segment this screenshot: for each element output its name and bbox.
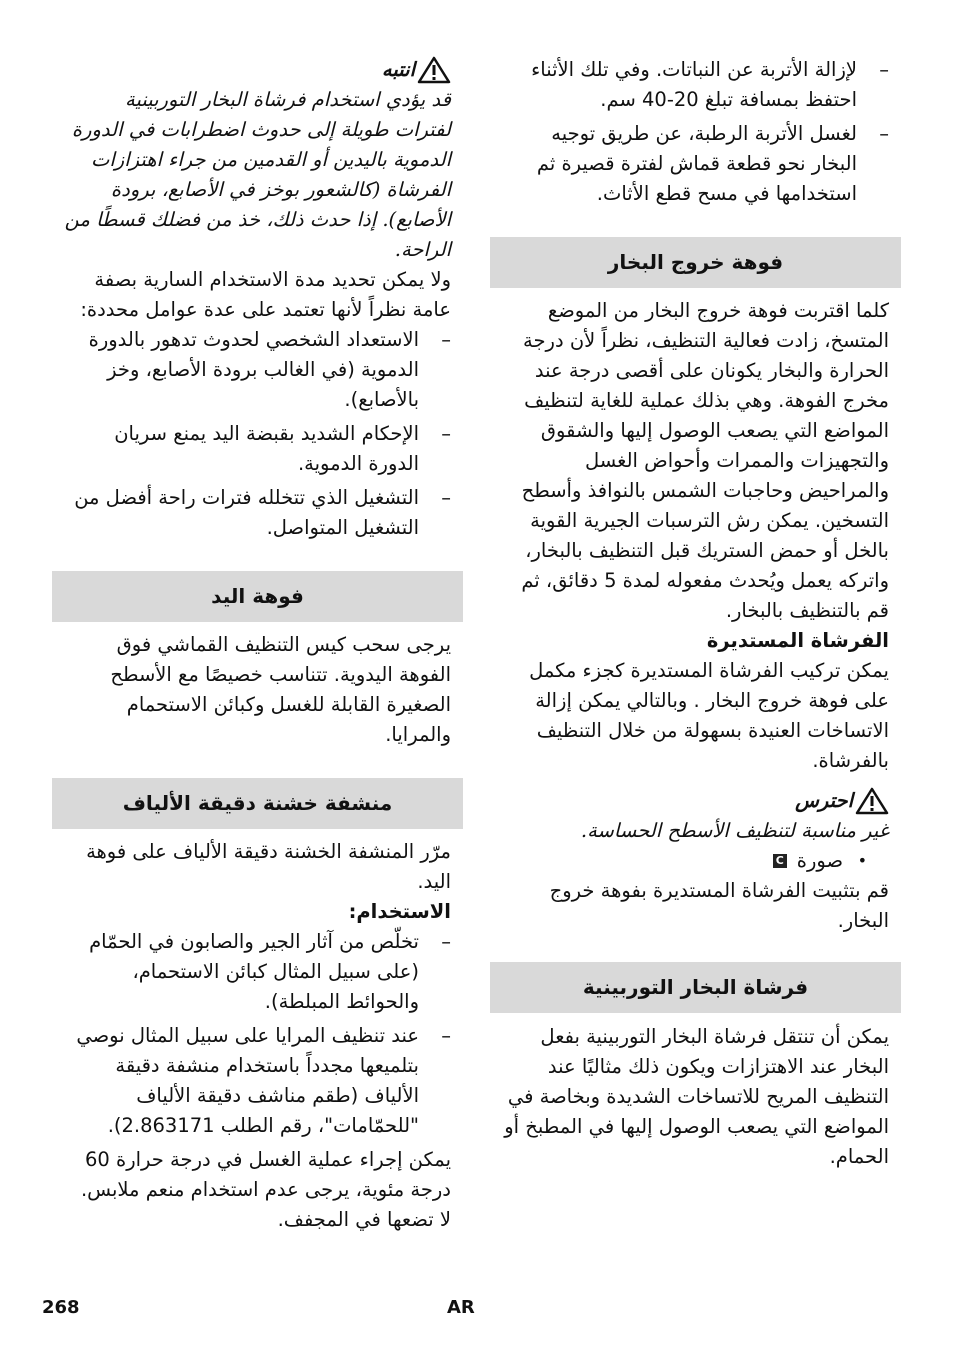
- list-dash: –: [441, 422, 451, 445]
- steam-nozzle-text: كلما اقتربت فوهة خروج البخار من الموضع المتسخ، زادت فعالية التنظيف، نظراً لأن درجة الحرارة والبخار يكونان على أقصى درجة عند مخرج الفوهة. وهي بذلك عملية للغاية لتنظيف المواضع التي يصعب الوصول إليها والشقوق والتجهيزات والممرات وأحواض الغسل والمراحيض وحاجبات الشمس بالنوافذ وأسطح التسخين. يمكن رش الترسبات الجيرية القوية بالخل أو حمض الستريك قبل التنظيف بالبخار، واتركه يعمل ويُحدث مفعوله لمدة 5 دقائق، ثم قم بالتنظيف بالبخار.: [521, 299, 889, 622]
- uses-list: [52, 927, 463, 1141]
- list-dash: –: [879, 58, 889, 81]
- wash-text: يمكن إجراء عملية الغسل في درجة حرارة 60 درجة مئوية، يرجى عدم استخدام منعم ملابس. لا تضعها في المجفف.: [80, 1148, 451, 1231]
- list-item: – الاستعداد الشخصي لحدوث تدهور بالدورة الدموية (في الغالب برودة الأصابع، وخز بالأصابع).: [52, 325, 463, 415]
- list-dash: –: [441, 930, 451, 953]
- list-dash: –: [879, 122, 889, 145]
- figure-reference: [502, 846, 889, 876]
- turbo-brush-text: يمكن أن تنتقل فرشاة البخار التوربينية بفعل البخار عند الاهتزازات ويكون ذلك مثاليًا عند التنظيف المريح للاتساخات الشديدة وبخاصة في المواضع التي يصعب الوصول إليها في المطبخ أو الحمام.: [504, 1025, 889, 1168]
- list-dash: –: [441, 486, 451, 509]
- microfibre-text: مرّر المنشفة الخشنة دقيقة الألياف على فوهة اليد.: [86, 840, 451, 893]
- list-item: – لإزالة الأتربة عن النباتات. وفي تلك الأثناء احتفظ بمسافة تبلغ 20-40 سم.: [490, 55, 901, 115]
- dust-usage-list: [490, 55, 901, 209]
- section-title-hand-nozzle: فوهة اليد: [52, 571, 463, 622]
- right-column: [490, 55, 901, 1172]
- hand-nozzle-text: يرجى سحب كيس التنظيف القماشي فوق الفوهة اليدوية. تتناسب خصيصًا مع الأسطح الصغيرة القابلة للغسل وكبائن الاستحمام والمرايا.: [110, 633, 451, 746]
- section-title-microfibre-towel: منشفة خشنة دقيقة الألياف: [52, 778, 463, 829]
- list-item: – عند تنظيف المرايا على سبيل المثال نوصي بتلميعها مجدداً باستخدام منشفة دقيقة الألياف (طقم مناشف دقيقة الألياف "للحمّامات"، رقم الطلب 2.863171).: [52, 1021, 463, 1141]
- warning-triangle-icon: [417, 56, 451, 84]
- page-number: 268: [42, 1297, 80, 1318]
- list-dash: –: [441, 328, 451, 351]
- warning-heading: [64, 55, 451, 85]
- bullet-icon: •: [857, 851, 867, 870]
- caution-title: احترس: [795, 789, 853, 812]
- round-brush-title: الفرشاة المستديرة: [706, 629, 889, 652]
- caution-text: غير مناسبة لتنظيف الأسطح الحساسة.: [580, 819, 889, 842]
- list-item: – لغسل الأتربة الرطبة، عن طريق توجيه البخار نحو قطعة قماش لفترة قصيرة ثم استخدامها في مسح قطع الأثاث.: [490, 119, 901, 209]
- use-title: الاستخدام:: [348, 900, 451, 923]
- install-text: قم بتثبيت الفرشاة المستديرة بفوهة خروج البخار.: [549, 879, 889, 932]
- language-code: AR: [447, 1297, 475, 1318]
- list-item: – الإحكام الشديد بقبضة اليد يمنع سريان الدورة الدموية.: [52, 419, 463, 479]
- round-brush-text: يمكن تركيب الفرشاة المستديرة كجزء مكمل على فوهة خروج البخار . وبالتالي يمكن إزالة الاتساخات العنيدة بسهولة من خلال التنظيف بالفرشاة.: [529, 659, 889, 772]
- caution-heading: [502, 786, 889, 816]
- factors-list: [52, 325, 463, 543]
- figure-c-icon: C: [773, 854, 787, 868]
- warning-title: انتبه: [381, 58, 415, 81]
- list-dash: –: [441, 1024, 451, 1047]
- warning-text: قد يؤدي استخدام فرشاة البخار التوربينية لفترات طويلة إلى حدوث اضطرابات في الدورة الدموية باليدين أو القدمين من جراء اهتزازات الفرشاة (كالشعور بوخز في الأصابع، برودة الأصابع). إذا حدث ذلك، خذ من فضلك قسطًا من الراحة.: [64, 88, 451, 261]
- section-title-steam-nozzle: فوهة خروج البخار: [490, 237, 901, 288]
- left-column: [52, 55, 463, 1235]
- warning-triangle-icon: [855, 787, 889, 815]
- section-title-turbo-brush: فرشاة البخار التوربينية: [490, 962, 901, 1014]
- list-item: – تخلّص من آثار الجير والصابون في الحمّام (على سبيل المثال كبائن الاستحمام، والحوائط المبلطة).: [52, 927, 463, 1017]
- list-item: – التشغيل الذي تتخلله فترات راحة أفضل من التشغيل المتواصل.: [52, 483, 463, 543]
- figure-label: صورة: [796, 849, 843, 872]
- usage-duration-text: ولا يمكن تحديد مدة الاستخدام السارية بصفة عامة نظراً لأنها تعتمد على عدة عوامل محددة:: [80, 268, 451, 321]
